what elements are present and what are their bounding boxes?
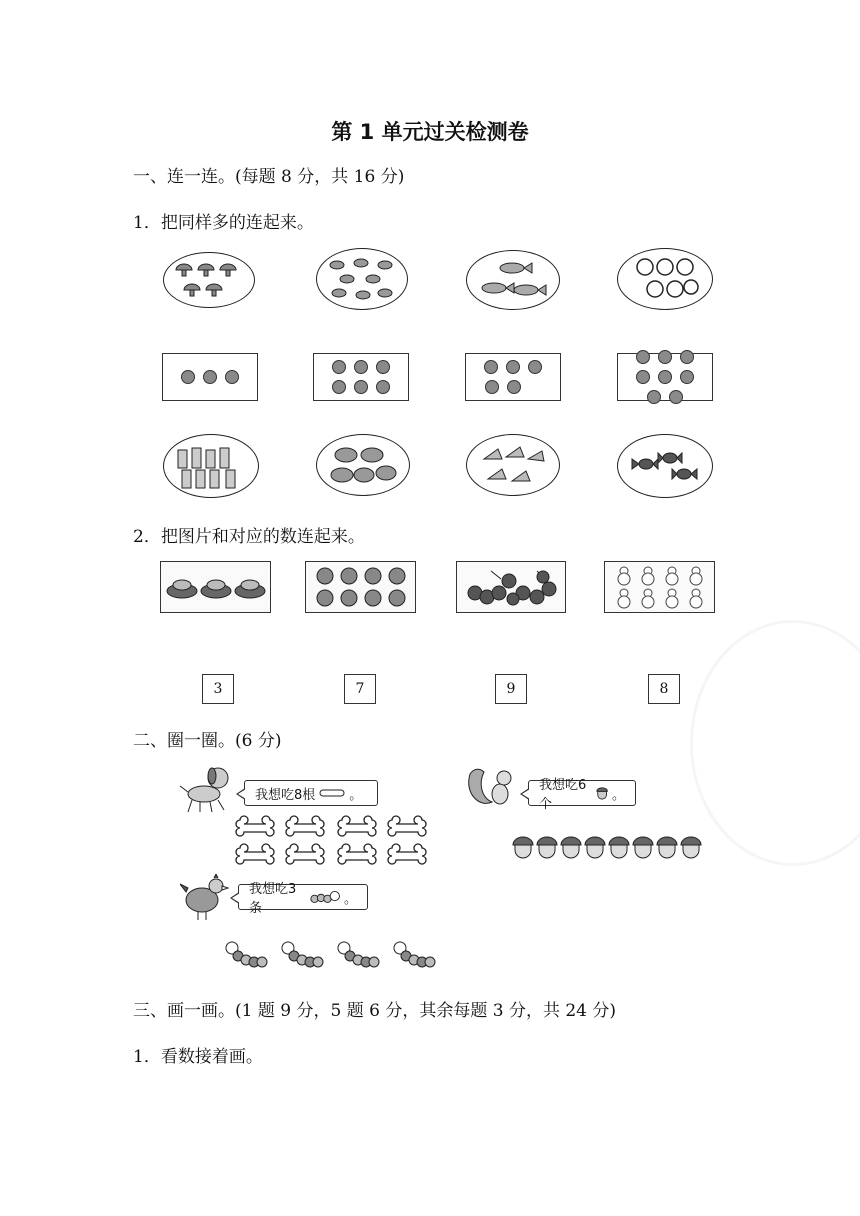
section-1-heading: 一、连一连。(每题 8 分，共 16 分): [133, 167, 405, 187]
caterpillar-icon: [338, 942, 379, 967]
dot-box-6[interactable]: [313, 353, 409, 401]
chestnut-icon: [311, 565, 411, 609]
picture-box-snowmen[interactable]: [604, 561, 715, 613]
grape-icon: [461, 565, 561, 609]
oval-candies[interactable]: [617, 434, 713, 498]
bone-icon: [286, 844, 324, 864]
dot: [506, 360, 520, 374]
dot: [680, 370, 694, 384]
dot: [376, 360, 390, 374]
oval-fish[interactable]: [466, 250, 560, 310]
dot: [658, 350, 672, 364]
oval-leaves[interactable]: [316, 248, 408, 310]
section-2-heading: 二、圈一圈。(6 分): [133, 731, 282, 751]
question-1-2-label: 2．把图片和对应的数连起来。: [133, 527, 365, 547]
oval-apples[interactable]: [617, 248, 713, 310]
acorn-icon: [513, 837, 533, 858]
dot: [376, 380, 390, 394]
candy-icon: [628, 444, 702, 488]
dot: [332, 380, 346, 394]
dot: [636, 370, 650, 384]
squirrel-bubble-end: 。: [611, 787, 625, 803]
bone-icon: [338, 816, 376, 836]
caterpillar-icon: [309, 889, 340, 905]
acorn-icon: [585, 837, 605, 858]
section-3-heading: 三、画一画。(1 题 9 分，5 题 6 分，其余每题 3 分，共 24 分): [133, 1001, 617, 1021]
dog-bubble-text: 我想吃8根: [255, 787, 316, 803]
caterpillar-icon: [394, 942, 435, 967]
bone-icon: [388, 844, 426, 864]
acorn-icon: [596, 785, 608, 801]
dot-box-8[interactable]: [617, 353, 713, 401]
acorn-icon: [681, 837, 701, 858]
number-box[interactable]: 3: [202, 674, 234, 704]
picture-box-chestnuts[interactable]: [305, 561, 416, 613]
oval-potatoes[interactable]: [316, 434, 410, 496]
dog-speech-bubble: [244, 780, 378, 806]
apple-icon: [629, 255, 701, 303]
fish-icon: [478, 258, 548, 302]
page-title: 第 1 单元过关检测卷: [331, 120, 529, 144]
bone-icon: [338, 844, 376, 864]
bone-icon: [319, 788, 345, 798]
number-box[interactable]: 7: [344, 674, 376, 704]
hen-bubble-end: 。: [343, 891, 357, 907]
hen-icon: [180, 874, 230, 922]
watermark-seal: [690, 620, 860, 866]
number-box[interactable]: 8: [648, 674, 680, 704]
picture-box-fish-plates[interactable]: [160, 561, 271, 613]
dot: [485, 380, 499, 394]
dot: [484, 360, 498, 374]
dot: [680, 350, 694, 364]
acorn-icon: [609, 837, 629, 858]
bone-icon: [286, 816, 324, 836]
dot: [354, 380, 368, 394]
hen-speech-bubble: [238, 882, 368, 916]
dog-icon: [178, 764, 236, 814]
acorns-group[interactable]: [512, 832, 704, 864]
snowman-icon: [610, 565, 710, 609]
squirrel-speech-bubble: [528, 778, 636, 812]
number-box[interactable]: 9: [495, 674, 527, 704]
question-3-1-label: 1．看数接着画。: [133, 1047, 263, 1067]
bones-group[interactable]: [234, 814, 434, 866]
fish-plate-icon: [166, 573, 266, 601]
dot-box-5[interactable]: [465, 353, 561, 401]
squirrel-icon: [466, 764, 520, 810]
leaf-icon: [327, 255, 397, 303]
potato-icon: [328, 443, 398, 487]
caterpillars-group[interactable]: [222, 938, 438, 974]
caterpillar-icon: [226, 942, 267, 967]
mushroom-icon: [174, 260, 244, 300]
acorn-icon: [537, 837, 557, 858]
oval-mushrooms[interactable]: [163, 252, 255, 308]
dot: [507, 380, 521, 394]
dot: [528, 360, 542, 374]
acorn-icon: [561, 837, 581, 858]
dot: [225, 370, 239, 384]
acorn-icon: [657, 837, 677, 858]
dot: [181, 370, 195, 384]
squirrel-bubble-text: 我想吃6个: [539, 778, 587, 812]
oval-cakes[interactable]: [466, 434, 560, 496]
dog-bubble-end: 。: [349, 787, 363, 803]
dot: [669, 390, 683, 404]
dot: [658, 370, 672, 384]
dot: [354, 360, 368, 374]
dot: [636, 350, 650, 364]
caterpillar-icon: [282, 942, 323, 967]
hen-bubble-text: 我想吃3条: [249, 882, 297, 916]
acorn-icon: [633, 837, 653, 858]
cake-icon: [478, 443, 548, 487]
oval-bottles[interactable]: [163, 434, 259, 498]
dot: [203, 370, 217, 384]
bone-icon: [236, 844, 274, 864]
bone-icon: [236, 816, 274, 836]
dot: [647, 390, 661, 404]
bottle-icon: [174, 442, 248, 490]
picture-box-grapes[interactable]: [456, 561, 566, 613]
dot-box-3[interactable]: [162, 353, 258, 401]
dot: [332, 360, 346, 374]
question-1-1-label: 1．把同样多的连起来。: [133, 213, 314, 233]
bone-icon: [388, 816, 426, 836]
